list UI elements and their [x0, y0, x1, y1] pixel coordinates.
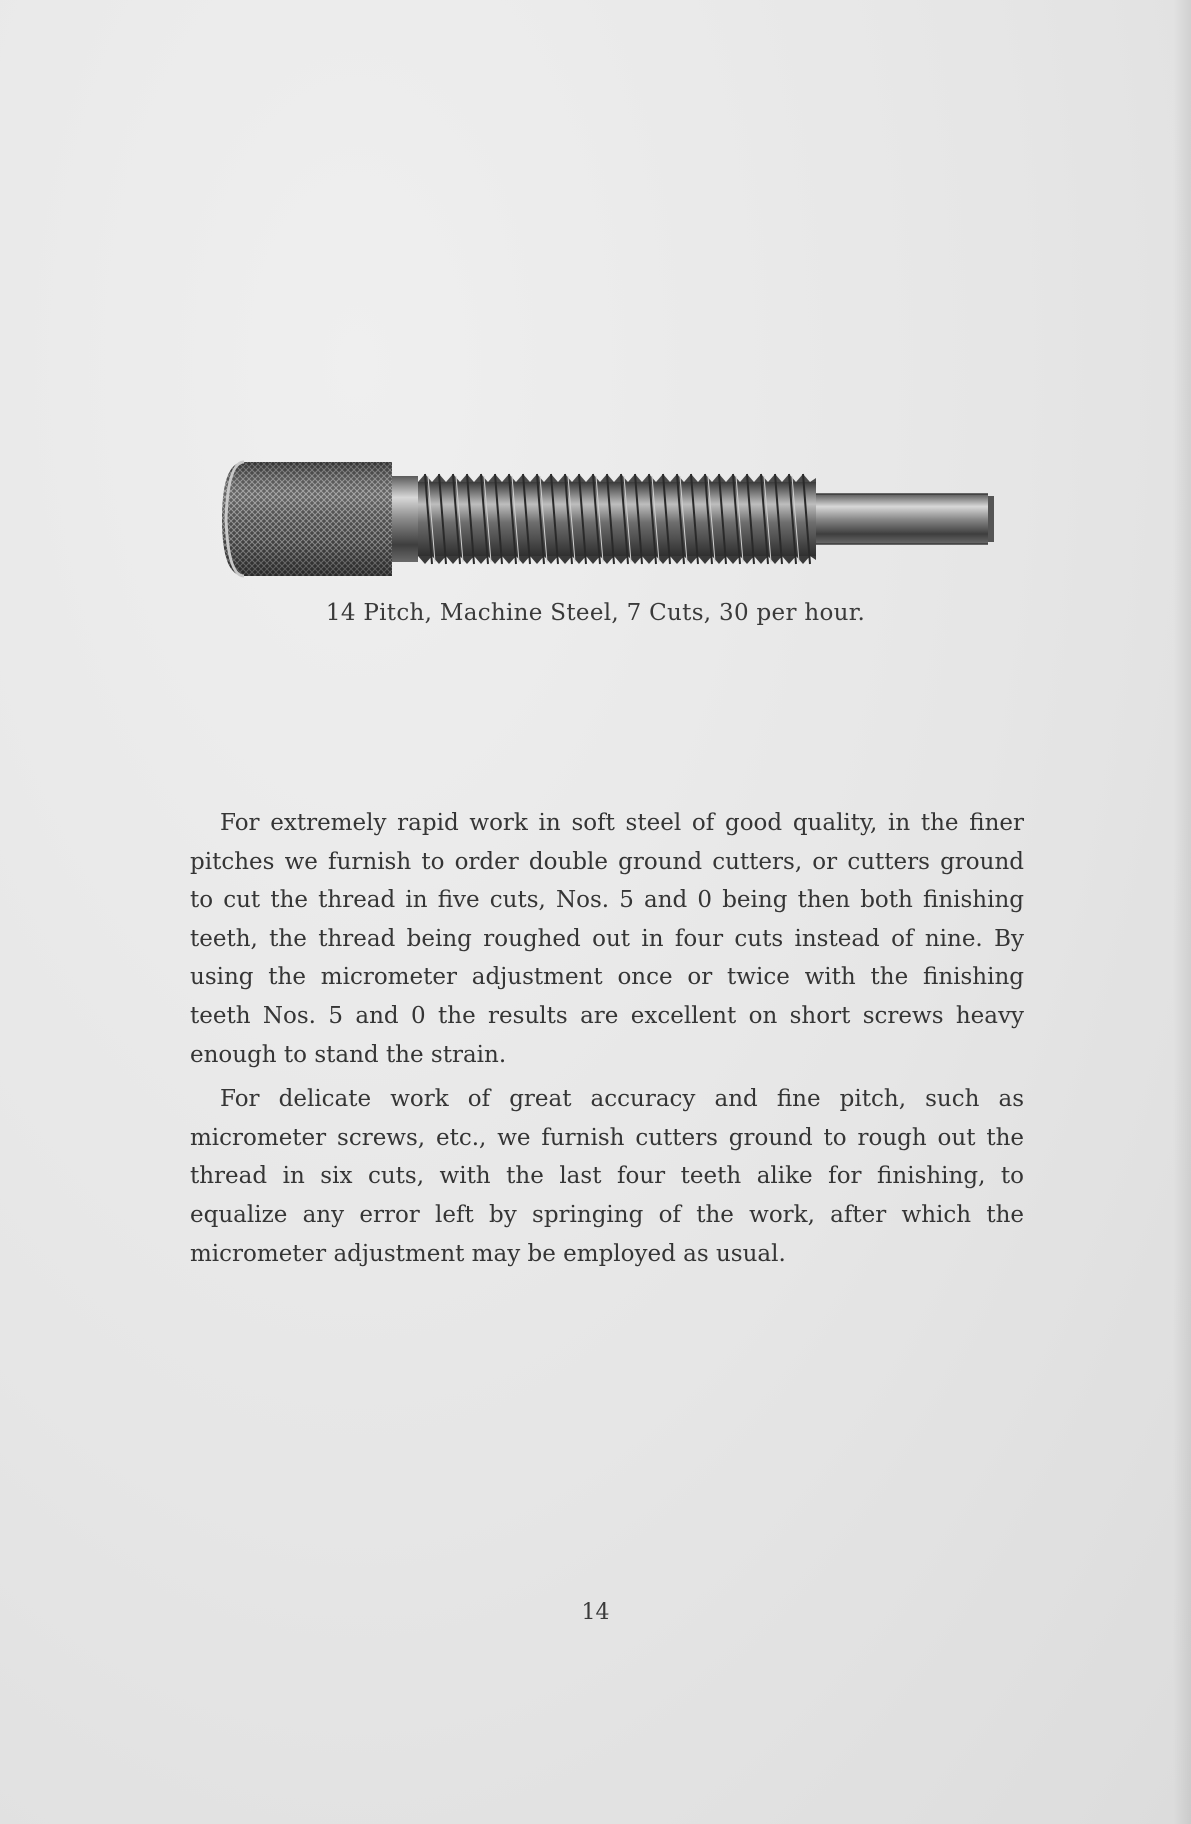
screw-figure — [222, 452, 996, 582]
paragraph: For extremely rapid work in soft steel of good quality, in the finer pitches we furnish to order double ground cutters, or cutters ground to cut the thread in five cuts, Nos. 5 and 0 being then both finishing teeth, the thread being roughed out in four cuts instead of nine. By using the micrometer adjustment once or twice with the finishing teeth Nos. 5 and 0 the results are excellent on short screws heavy enough to stand the strain. — [190, 810, 1024, 1068]
body-text — [190, 804, 1024, 1279]
screw-icon — [222, 452, 996, 582]
figure-caption: 14 Pitch, Machine Steel, 7 Cuts, 30 per hour. — [325, 600, 866, 626]
page-number: 14 — [581, 1600, 610, 1625]
paragraph: For delicate work of great accuracy and fine pitch, such as micrometer screws, etc., we furnish cutters ground to rough out the thread in six cuts, with the last four teeth alike for finishing, to equalize any error left by springing of the work, after which the micrometer adjustment may be employed as usual. — [190, 1086, 1024, 1267]
